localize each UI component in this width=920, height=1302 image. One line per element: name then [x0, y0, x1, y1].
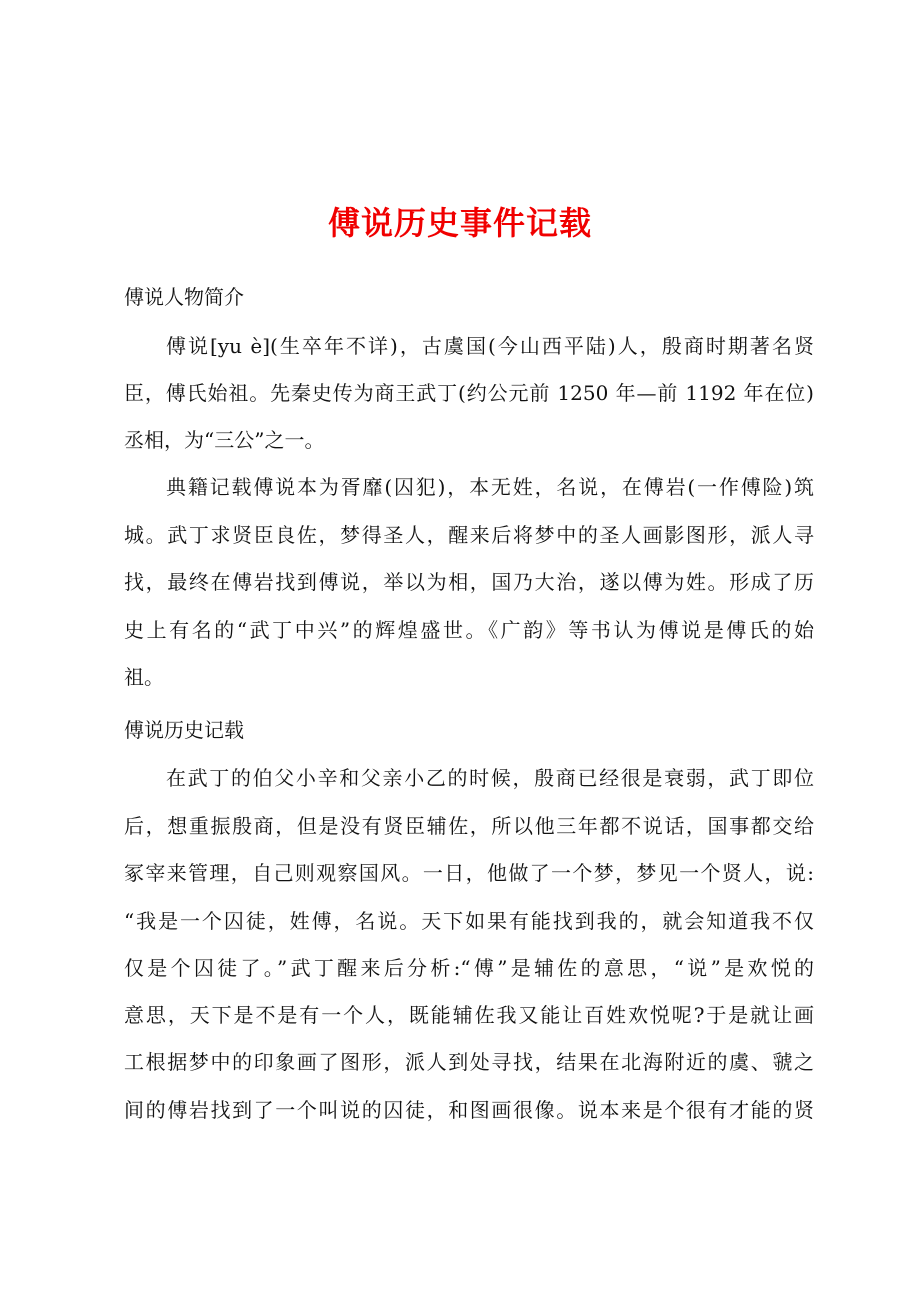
paragraph-line: 丞相，为“三公”之一。 [124, 428, 325, 452]
paragraph-line: 祖。 [124, 665, 164, 689]
document-title: 傅说历史事件记载 [327, 204, 592, 242]
paragraph-line: “我是一个囚徒，姓傅，名说。天下如果有能找到我的，就会知道我不仅 [124, 909, 814, 933]
paragraph-line: 冢宰来管理，自己则观察国风。一日，他做了一个梦，梦见一个贤人，说: [124, 861, 814, 885]
paragraph-line: 城。武丁求贤臣良佐，梦得圣人，醒来后将梦中的圣人画影图形，派人寻 [124, 523, 814, 547]
paragraph-line: 典籍记载傅说本为胥靡(囚犯)，本无姓，名说，在傅岩(一作傅险)筑 [166, 475, 814, 499]
paragraph-line: 臣，傅氏始祖。先秦史传为商王武丁(约公元前 1250 年—前 1192 年在位) [124, 381, 814, 405]
paragraph-line: 意思，天下是不是有一个人，既能辅佐我又能让百姓欢悦呢?于是就让画 [124, 1003, 814, 1027]
paragraph-line: 找，最终在傅岩找到傅说，举以为相，国乃大治，遂以傅为姓。形成了历 [124, 570, 814, 594]
paragraph-line: 在武丁的伯父小辛和父亲小乙的时候，殷商已经很是衰弱，武丁即位 [166, 766, 814, 790]
paragraph-line: 后，想重振殷商，但是没有贤臣辅佐，所以他三年都不说话，国事都交给 [124, 814, 814, 838]
heading-history: 傅说历史记载 [124, 718, 244, 742]
paragraph-line: 傅说[yu è](生卒年不详)，古虞国(今山西平陆)人，殷商时期著名贤 [166, 334, 814, 358]
heading-biography: 傅说人物简介 [124, 285, 244, 309]
paragraph-line: 间的傅岩找到了一个叫说的囚徒，和图画很像。说本来是个很有才能的贤 [124, 1098, 814, 1122]
paragraph-line: 工根据梦中的印象画了图形，派人到处寻找，结果在北海附近的虞、虢之 [124, 1050, 814, 1074]
paragraph-line: 仅是个囚徒了。”武丁醒来后分析:“傅”是辅佐的意思，“说”是欢悦的 [124, 956, 814, 980]
paragraph-line: 史上有名的“武丁中兴”的辉煌盛世。《广韵》等书认为傅说是傅氏的始 [124, 618, 814, 642]
